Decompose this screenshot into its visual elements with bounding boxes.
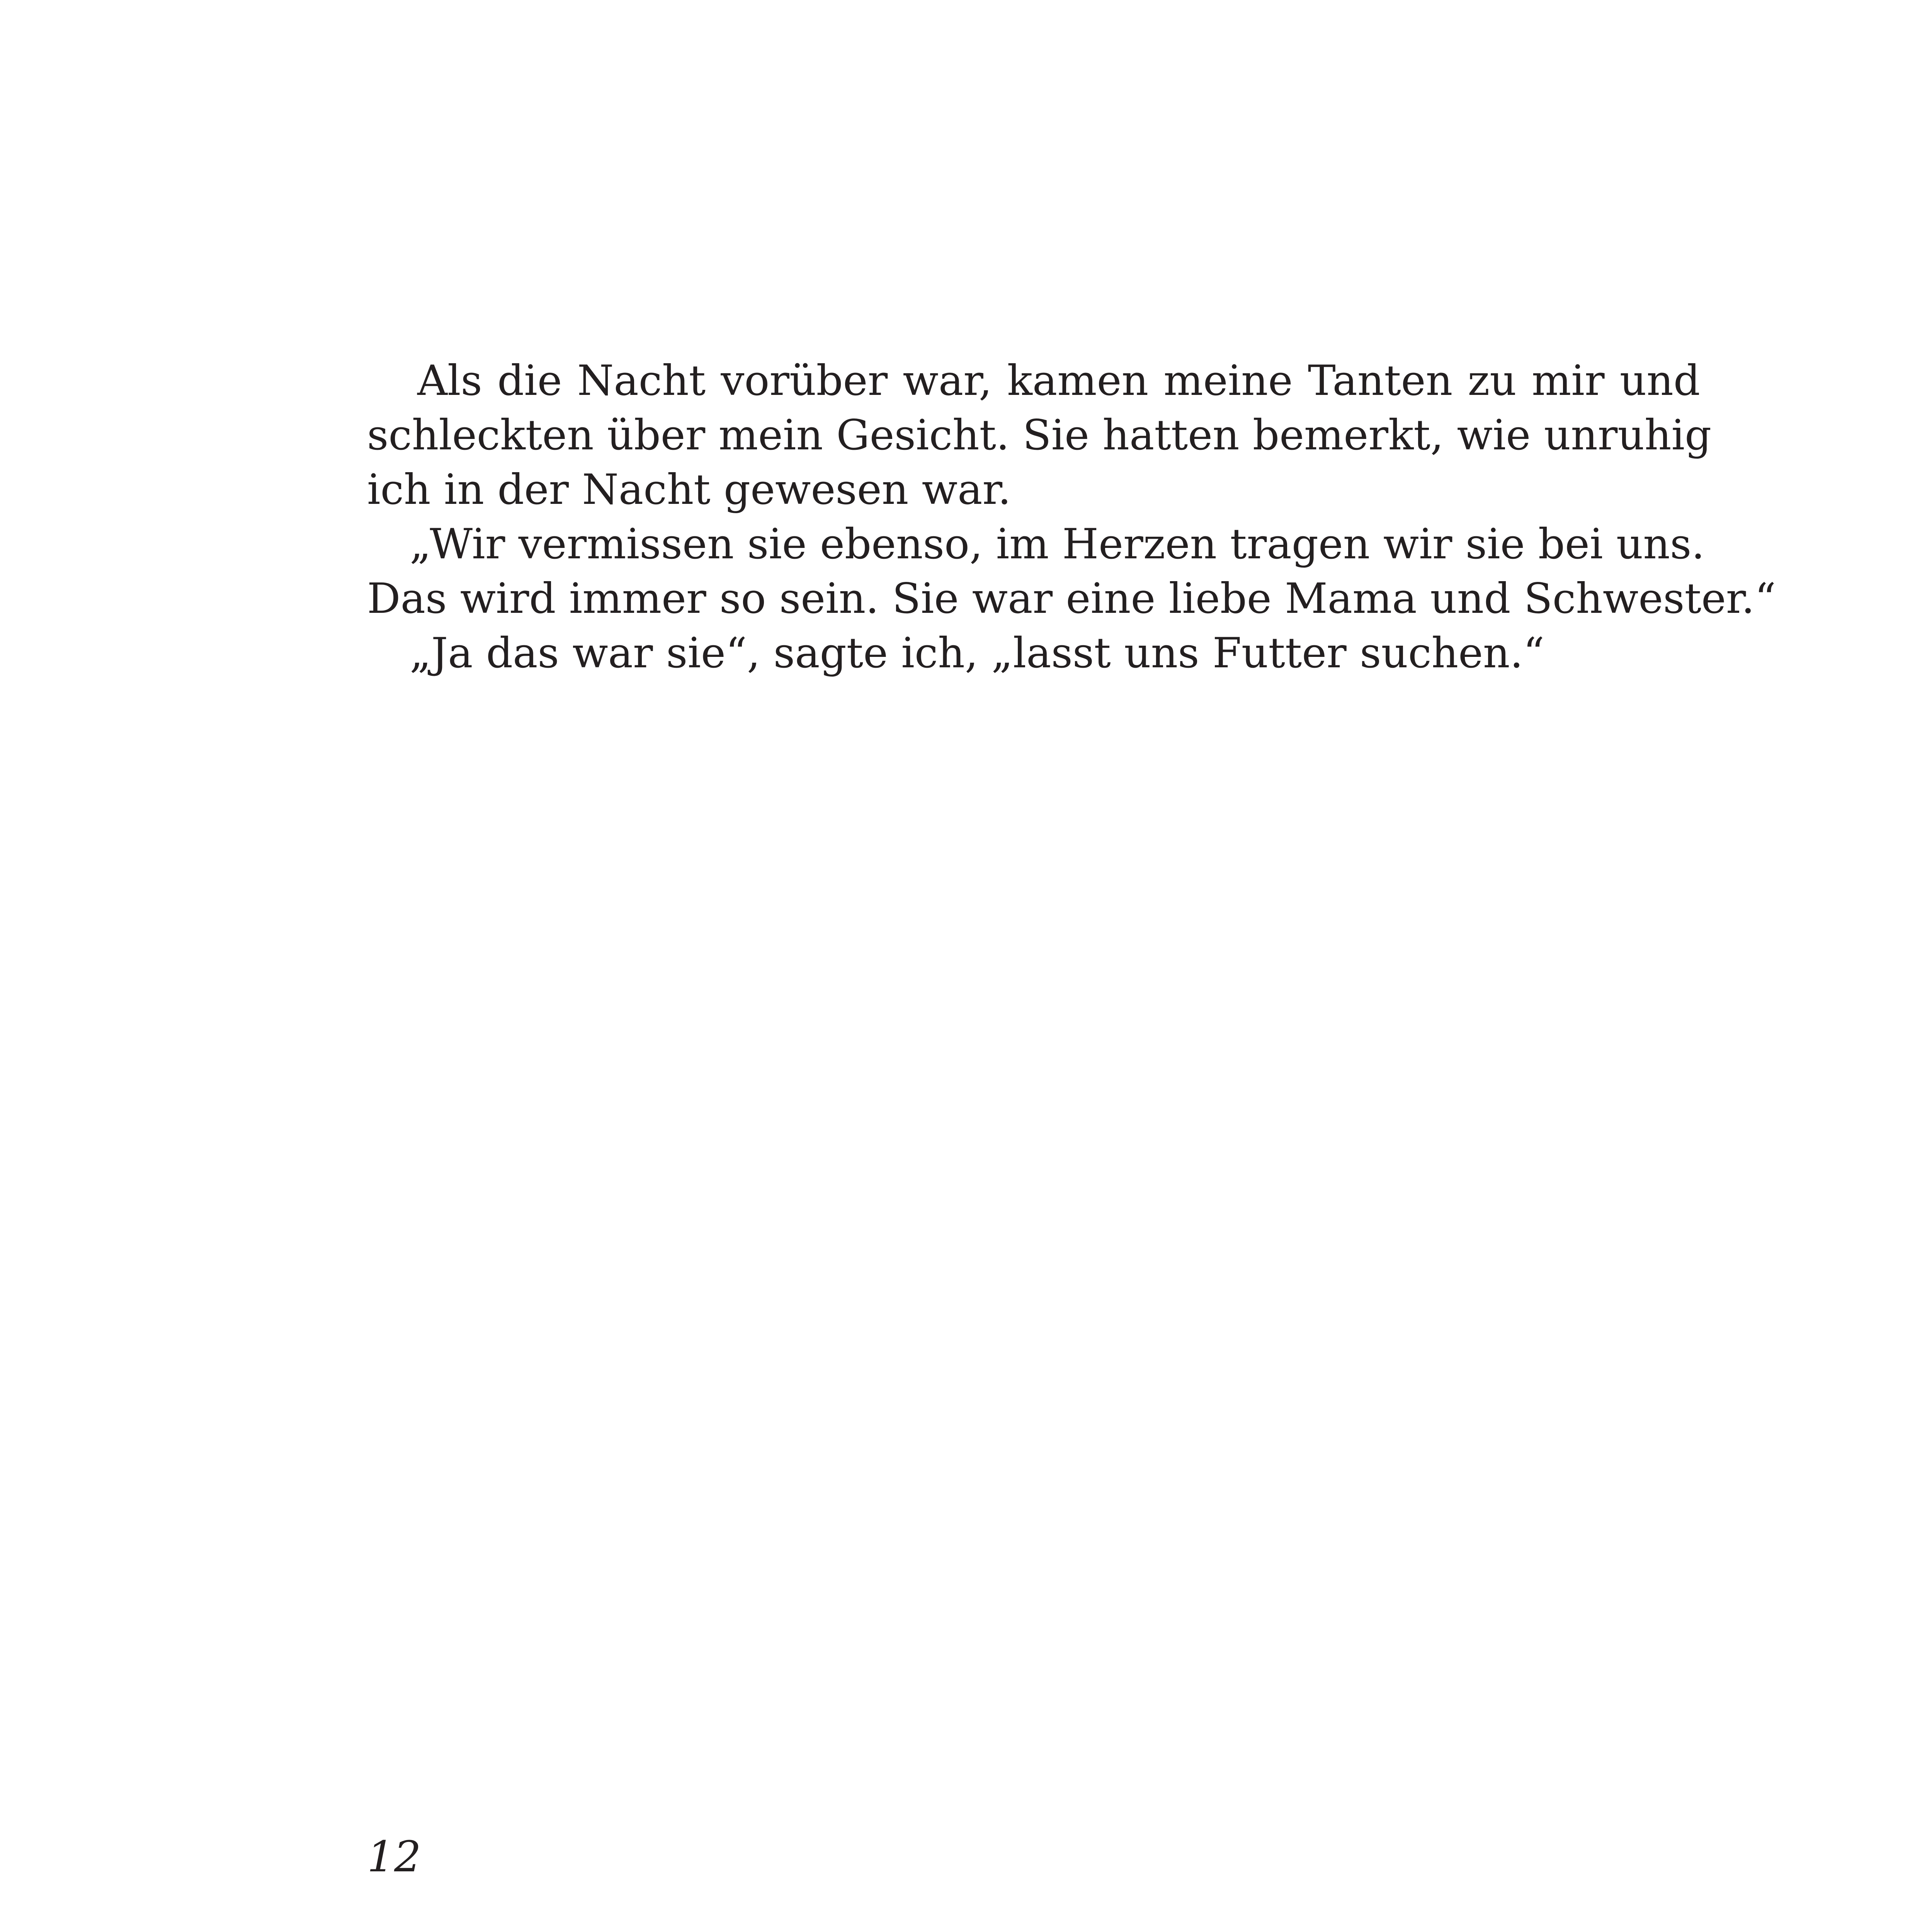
page-number: 12	[367, 1832, 421, 1881]
paragraph-1-line-2: schleckten über mein Gesicht. Sie hatten bemerkt, wie unruhig	[367, 411, 1712, 459]
paragraph-1-line-3: ich in der Nacht gewesen war.	[367, 466, 1011, 514]
paragraph-2-line-1: „Wir vermissen sie ebenso, im Herzen tragen wir sie bei uns.	[410, 520, 1705, 568]
body-text	[367, 354, 1776, 680]
paragraph-1-line-1: Als die Nacht vorüber war, kamen meine Tanten zu mir und	[417, 357, 1700, 405]
paragraph-2-line-2: Das wird immer so sein. Sie war eine liebe Mama und Schwester.“	[367, 575, 1776, 623]
paragraph-3-line-1: „Ja das war sie“, sagte ich, „lasst uns Futter suchen.“	[410, 629, 1545, 677]
